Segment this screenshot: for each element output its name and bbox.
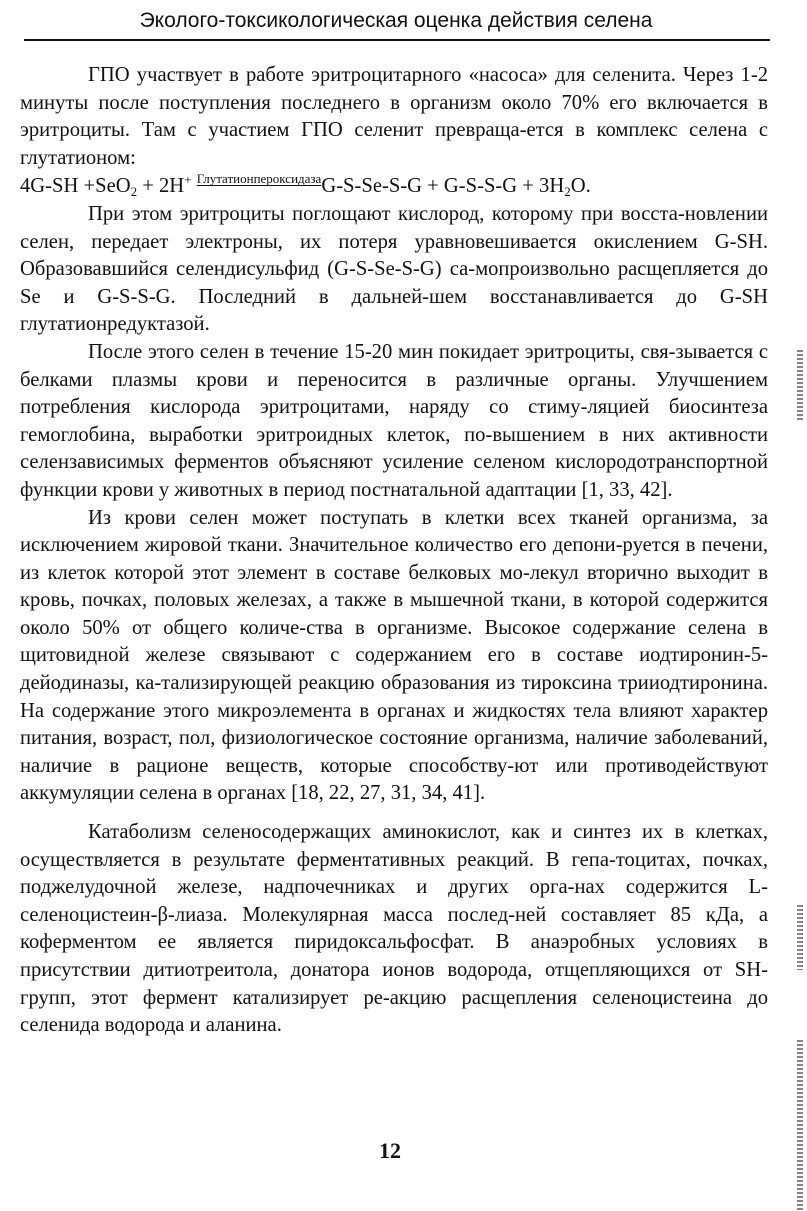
paragraph-3: После этого селен в течение 15-20 мин покидает эритроциты, свя-зывается с белками плазмы крови и переносится в различные органы. Улучшением потребления кислорода эритроцитами, наряду со стиму-ляцией биосинтеза гемоглобина, выработки эритроидных клеток, по-вышением в них активности селензависимых ферментов объясняют усиление селеном кислородотранспортной функции крови у животных в период постнатальной адаптации [1, 33, 42]. bbox=[20, 340, 768, 501]
formula-left-b-sup: + bbox=[184, 172, 192, 188]
body-text bbox=[20, 62, 768, 1040]
page-number: 12 bbox=[379, 1138, 401, 1163]
paragraph-2: При этом эритроциты поглощают кислород, которому при восста-новлении селен, передает электроны, их потеря уравновешивается окислением G-SH. Образовавшийся селендисульфид (G-S-Se-S-G) са-мопроизвольно расщепляется до Se и G-S-S-G. Последний в дальней-шем восстанавливается до G-SH глутатионредуктазой. bbox=[20, 202, 768, 336]
scan-edge-mark bbox=[797, 905, 803, 970]
formula-left-a-sub: 2 bbox=[130, 184, 138, 200]
header-rule bbox=[24, 39, 770, 41]
running-header: Эколого-токсикологическая оценка действия селена bbox=[139, 9, 653, 32]
formula-left-a: 4G-SH +SeO bbox=[20, 175, 131, 198]
formula-enzyme: Глутатионпероксидаза bbox=[196, 171, 322, 187]
scan-edge-mark bbox=[797, 1040, 803, 1210]
formula-right-b: O. bbox=[570, 175, 591, 198]
formula-right-a-sub: 2 bbox=[564, 184, 571, 200]
formula-right-a: G-S-Se-S-G + G-S-S-G + 3H bbox=[321, 175, 565, 198]
scan-edge-mark bbox=[797, 350, 803, 420]
reaction-formula bbox=[20, 172, 768, 201]
paragraph-5: Катаболизм селеносодержащих аминокислот, как и синтез их в клетках, осуществляется в результате ферментативных реакций. В гепа-тоцитах, почках, поджелудочной железе, надпочечниках и других орга-нах содержится L-селеноцистеин-β-лиаза. Молекулярная масса послед-ней составляет 85 кДа, а коферментом ее является пиридоксальфосфат. В анаэробных условиях в присутствии дитиотреитола, донатора ионов водорода, отщепляющихся от SH-групп, этот фермент катализирует ре-акцию расщепления селеноцистеина до селенида водорода и аланина. bbox=[20, 821, 768, 1037]
paragraph-4: Из крови селен может поступать в клетки всех тканей организма, за исключением жировой ткани. Значительное количество его депони-руется в печени, из клеток которой этот элемент в составе белковых мо-лекул вторично выходит в кровь, почках, половых железах, а также в мышечной ткани, в которой содержится около 50% от общего количе-ства в организме. Высокое содержание селена в щитовидной железе связывают с содержанием его в составе иодтиронин-5-дейодиназы, ка-тализирующей реакцию образования из тироксина трииодтиронина. На содержание этого микроэлемента в органах и жидкостях тела влияют характер питания, возраст, пол, физиологическое состояние организма, наличие заболеваний, наличие в рационе веществ, которые способству-ют или противодействуют аккумуляции селена в органах [18, 22, 27, 31, 34, 41]. bbox=[20, 506, 768, 805]
formula-left-b: + 2H bbox=[137, 175, 185, 198]
paragraph-1: ГПО участвует в работе эритроцитарного «насоса» для селенита. Через 1-2 минуты после поступления последнего в организм около 70% его включается в эритроциты. Там с участием ГПО селенит превраща-ется в комплекс селена с глутатионом: bbox=[20, 64, 768, 169]
